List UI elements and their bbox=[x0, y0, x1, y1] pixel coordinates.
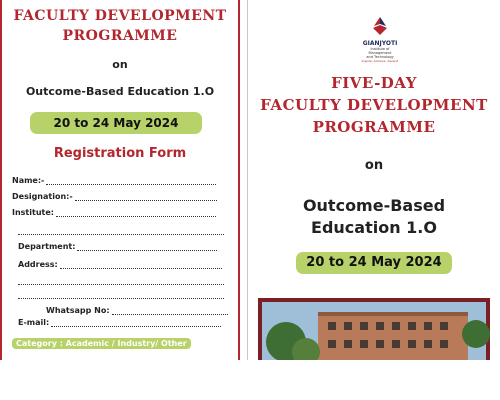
right-topic-line2: Education 1.O bbox=[311, 218, 437, 237]
right-on-text: on bbox=[364, 158, 384, 173]
institute-logo bbox=[360, 16, 400, 62]
registration-panel bbox=[4, 0, 236, 360]
left-border-line bbox=[0, 0, 2, 360]
right-title-line3: PROGRAMME bbox=[312, 118, 436, 136]
flame-logo-icon bbox=[369, 16, 391, 36]
left-on-text: on bbox=[112, 58, 128, 71]
left-date-badge: 20 to 24 May 2024 bbox=[30, 112, 202, 134]
address-line-2[interactable] bbox=[18, 276, 234, 288]
department-field[interactable] bbox=[18, 242, 234, 254]
registration-form-title: Registration Form bbox=[53, 146, 187, 161]
category-badge: Category : Academic / Industry/ Other bbox=[12, 338, 191, 349]
address-line-3[interactable] bbox=[18, 290, 234, 302]
address-label: Address: bbox=[18, 260, 58, 269]
name-label: Name:- bbox=[12, 176, 45, 185]
campus-building-photo bbox=[258, 298, 490, 360]
fold-divider bbox=[247, 0, 248, 360]
address-field[interactable] bbox=[18, 260, 234, 272]
whatsapp-field[interactable] bbox=[46, 306, 228, 318]
left-title-line2: PROGRAMME bbox=[62, 28, 178, 44]
name-field[interactable] bbox=[12, 176, 228, 188]
logo-wordmark: GIANJYOTI bbox=[362, 40, 398, 47]
institute-field[interactable] bbox=[12, 208, 228, 220]
logo-subtitle-1: Institute of Management bbox=[368, 47, 392, 55]
department-label: Department: bbox=[18, 242, 76, 251]
right-title-line1: FIVE-DAY bbox=[331, 74, 417, 92]
right-topic-line1: Outcome-Based bbox=[302, 196, 446, 215]
right-date-badge: 20 to 24 May 2024 bbox=[296, 252, 452, 274]
whatsapp-label: Whatsapp No: bbox=[46, 306, 110, 315]
left-title-line1: FACULTY DEVELOPMENT bbox=[13, 8, 227, 24]
email-label: E-mail: bbox=[18, 318, 50, 327]
fold-border-line bbox=[238, 0, 240, 360]
institute-label: Institute: bbox=[12, 208, 54, 217]
designation-label: Designation:- bbox=[12, 192, 73, 201]
building-image bbox=[258, 298, 490, 360]
email-field[interactable] bbox=[18, 318, 234, 330]
right-title-line2: FACULTY DEVELOPMENT bbox=[260, 96, 488, 114]
institute-extra-line[interactable] bbox=[18, 226, 234, 238]
left-topic: Outcome-Based Education 1.O bbox=[25, 85, 215, 98]
cover-panel bbox=[250, 0, 498, 360]
logo-subtitle-2: and Technology bbox=[366, 55, 394, 59]
logo-tagline: Inspire. Achieve. Ascend bbox=[361, 59, 399, 63]
designation-field[interactable] bbox=[12, 192, 228, 204]
